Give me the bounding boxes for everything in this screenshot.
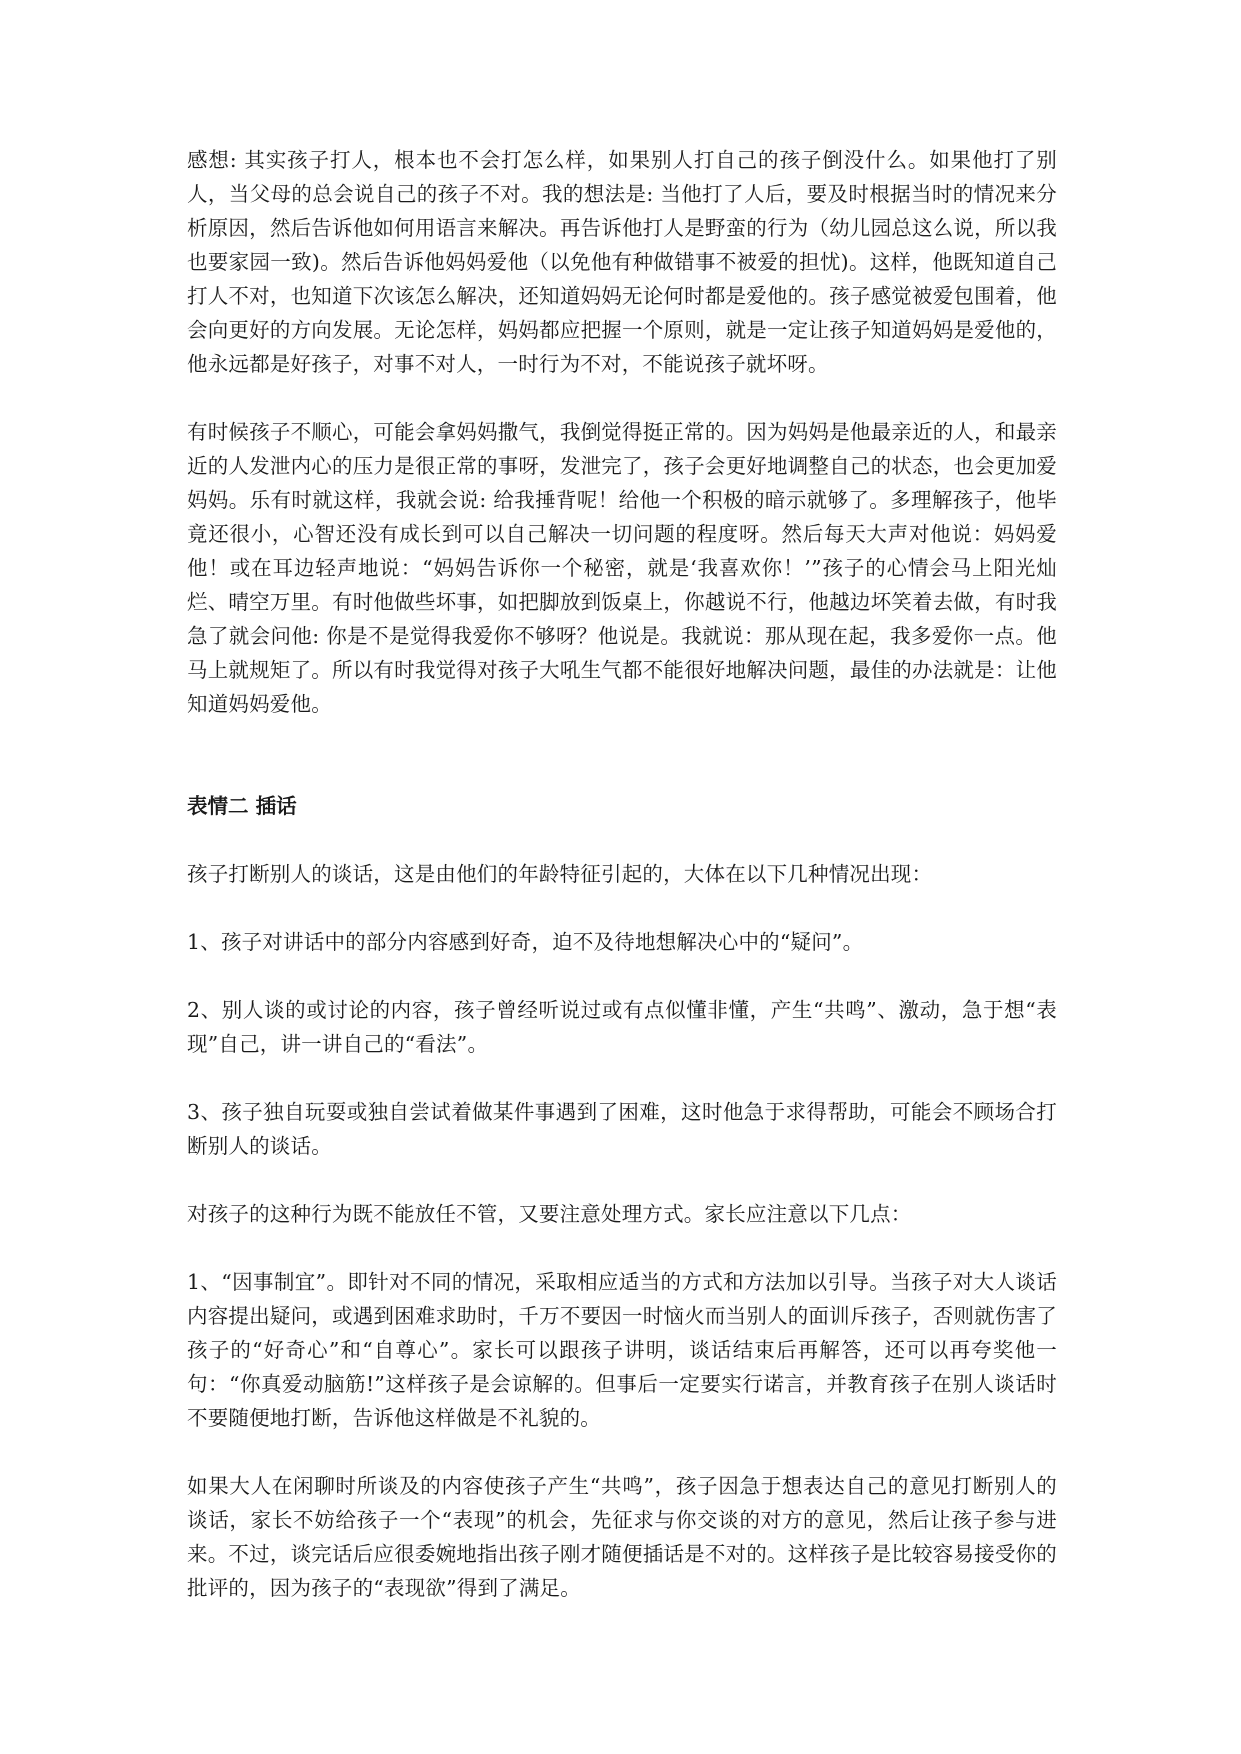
paragraph-parent-guidance: 对孩子的这种行为既不能放任不管，又要注意处理方式。家长应注意以下几点： [187, 1202, 912, 1226]
paragraph-expression-chance: 如果大人在闲聊时所谈及的内容使孩子产生“共鸣”，孩子因急于想表达自己的意见打断别人的谈话，家长不妨给孩子一个“表现”的机会，先征求与你交谈的对方的意见，然后让孩子参与进来。不过，谈完话后应很委婉地指出孩子刚才随便插话是不对的。这样孩子是比较容易接受你的批评的，因为孩子的“表现欲”得到了满足。 [187, 1474, 1057, 1600]
section-heading-interrupting: 表情二 插话 [187, 794, 297, 818]
paragraph-interrupting-intro: 孩子打断别人的谈话，这是由他们的年龄特征引起的，大体在以下几种情况出现： [187, 862, 933, 886]
list-item-resonance: 2、别人谈的或讨论的内容，孩子曾经听说过或有点似懂非懂，产生“共鸣”、激动，急于想“表现”自己，讲一讲自己的“看法”。 [187, 998, 1057, 1056]
list-item-case-by-case: 1、“因事制宜”。即针对不同的情况，采取相应适当的方式和方法加以引导。当孩子对大人谈话内容提出疑问，或遇到困难求助时，千万不要因一时恼火而当别人的面训斥孩子，否则就伤害了孩子的“好奇心”和“自尊心”。家长可以跟孩子讲明，谈话结束后再解答，还可以再夸奖他一句：“你真爱动脑筋!”这样孩子是会谅解的。但事后一定要实行诺言，并教育孩子在别人谈话时不要随便地打断，告诉他这样做是不礼貌的。 [187, 1270, 1057, 1430]
list-item-curiosity: 1、孩子对讲话中的部分内容感到好奇，迫不及待地想解决心中的“疑问”。 [187, 930, 864, 954]
paragraph-child-venting: 有时候孩子不顺心，可能会拿妈妈撒气，我倒觉得挺正常的。因为妈妈是他最亲近的人，和最亲近的人发泄内心的压力是很正常的事呀，发泄完了，孩子会更好地调整自己的状态，也会更加爱妈妈。乐有时就这样，我就会说: 给我捶背呢！给他一个积极的暗示就够了。多理解孩子，他毕竟还很小，心智还没有成长到可以自己解决一切问题的程度呀。然后每天大声对他说：妈妈爱他！或在耳边轻声地说：“妈妈告诉你一个秘密，就是‘我喜欢你！’”孩子的心情会马上阳光灿烂、晴空万里。有时他做些坏事，如把脚放到饭桌上，你越说不行，他越边坏笑着去做，有时我急了就会问他: 你是不是觉得我爱你不够呀？他说是。我就说：那从现在起，我多爱你一点。他马上就规矩了。所以有时我觉得对孩子大吼生气都不能很好地解决问题，最佳的办法就是：让他知道妈妈爱他。 [187, 420, 1057, 716]
list-item-difficulty: 3、孩子独自玩耍或独自尝试着做某件事遇到了困难，这时他急于求得帮助，可能会不顾场合打断别人的谈话。 [187, 1100, 1057, 1158]
document-page [187, 143, 1057, 1605]
paragraph-reflection-hitting: 感想: 其实孩子打人，根本也不会打怎么样，如果别人打自己的孩子倒没什么。如果他打了别人，当父母的总会说自己的孩子不对。我的想法是: 当他打了人后，要及时根据当时的情况来分析原因，然后告诉他如何用语言来解决。再告诉他打人是野蛮的行为（幼儿园总这么说，所以我也要家园一致)。然后告诉他妈妈爱他（以免他有种做错事不被爱的担忧)。这样，他既知道自己打人不对，也知道下次该怎么解决，还知道妈妈无论何时都是爱他的。孩子感觉被爱包围着，他会向更好的方向发展。无论怎样，妈妈都应把握一个原则，就是一定让孩子知道妈妈是爱他的，他永远都是好孩子，对事不对人，一时行为不对，不能说孩子就坏呀。 [187, 148, 1057, 376]
